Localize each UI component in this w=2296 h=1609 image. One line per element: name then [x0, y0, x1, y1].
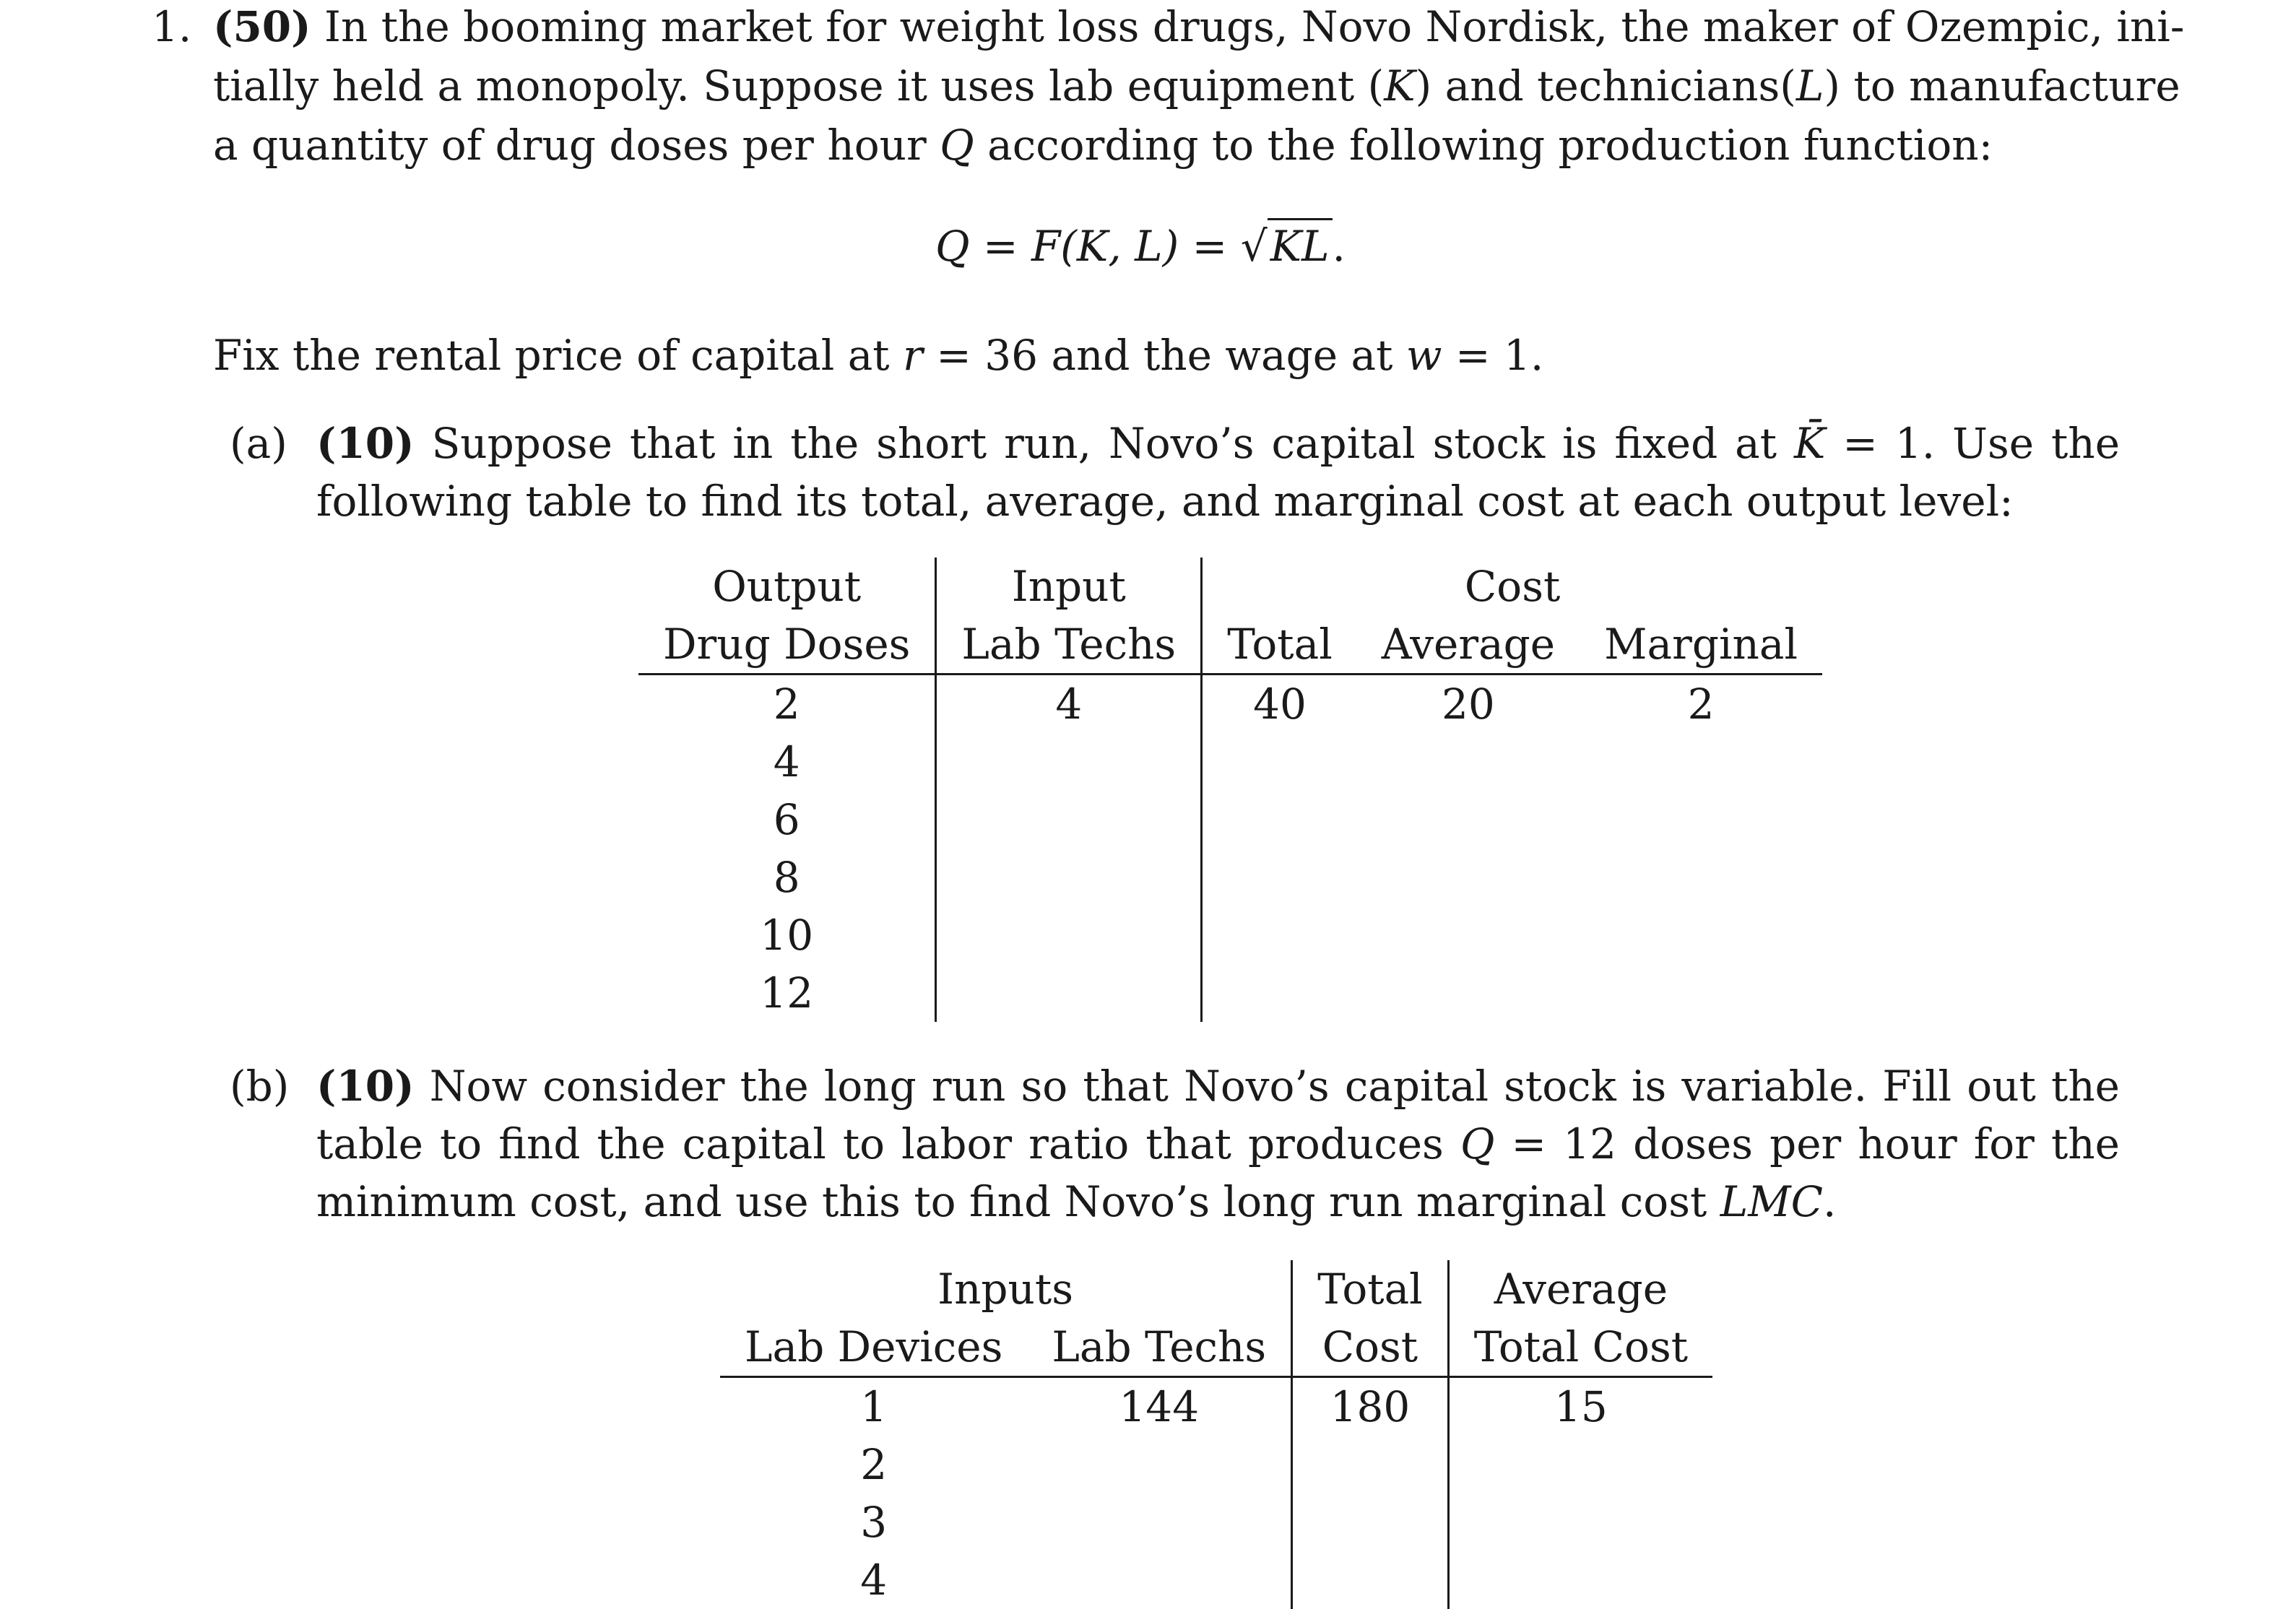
- table-b-header-average: Average: [1448, 1260, 1712, 1318]
- table-row: [638, 675, 1822, 734]
- table-b-col-cost: Cost: [1292, 1318, 1449, 1377]
- table-cell: [1292, 1551, 1449, 1609]
- table-a-col-marginal: Marginal: [1580, 615, 1822, 675]
- table-a-col-average: Average: [1357, 615, 1580, 675]
- table-cell: [1580, 906, 1822, 964]
- table-cell: [1448, 1493, 1712, 1551]
- table-cell: [1357, 791, 1580, 849]
- table-row: [720, 1493, 1712, 1551]
- table-row: [638, 849, 1822, 906]
- table-a-col-lab-techs: Lab Techs: [936, 615, 1202, 675]
- long-run-cost-table: [720, 1260, 1712, 1609]
- table-cell: [1202, 791, 1357, 849]
- table-cell: 2: [860, 1440, 888, 1489]
- table-cell: [1202, 733, 1357, 791]
- table-row: [638, 964, 1822, 1022]
- table-cell: 15: [1448, 1377, 1712, 1436]
- table-cell: 180: [1292, 1377, 1449, 1436]
- table-b-col-total-cost: Total Cost: [1448, 1318, 1712, 1377]
- table-cell: [1202, 964, 1357, 1022]
- table-cell: 12: [760, 968, 814, 1018]
- part-b-line-3: minimum cost, and use this to find Novo’s long run marginal cost LMC.: [316, 1177, 1837, 1226]
- part-a-label: (a): [230, 419, 287, 468]
- part-a-line-2: following table to find its total, average, and marginal cost at each output level:: [316, 477, 2014, 526]
- problem-intro-line-2: tially held a monopoly. Suppose it uses lab equipment (K) and technicians(L) to manufacture: [213, 61, 2180, 110]
- table-b-header-total: Total: [1292, 1260, 1449, 1318]
- table-b-col-lab-techs: Lab Techs: [1027, 1318, 1291, 1377]
- table-a-header-cost: Cost: [1202, 558, 1822, 615]
- short-run-cost-table: [638, 558, 1822, 1022]
- table-cell: 2: [1687, 680, 1715, 729]
- part-b-line-2: table to find the capital to labor ratio that produces Q = 12 doses per hour for the: [316, 1119, 2120, 1168]
- table-cell: 8: [773, 853, 800, 902]
- table-cell: [936, 791, 1202, 849]
- production-function-equation: Q = F(K, L) = √KL.: [935, 225, 1346, 267]
- problem-intro-line-3: a quantity of drug doses per hour Q according to the following production function:: [213, 121, 1993, 170]
- table-cell: [1580, 849, 1822, 906]
- part-b-line-1: (10) Now consider the long run so that Novo’s capital stock is variable. Fill out the: [316, 1062, 2120, 1111]
- table-a-col-drug-doses: Drug Doses: [638, 615, 936, 675]
- table-cell: [1027, 1551, 1291, 1609]
- table-cell: [1357, 733, 1580, 791]
- table-cell: [1580, 733, 1822, 791]
- part-b-label: (b): [230, 1062, 290, 1111]
- table-cell: 3: [860, 1498, 888, 1547]
- problem-number: 1.: [152, 2, 192, 51]
- table-cell: [1027, 1436, 1291, 1493]
- table-row: [638, 791, 1822, 849]
- table-cell: [1027, 1493, 1291, 1551]
- table-cell: [1357, 906, 1580, 964]
- problem-points: (50): [213, 2, 311, 51]
- table-cell: 144: [1119, 1382, 1200, 1431]
- table-cell: [1357, 849, 1580, 906]
- part-b-points: (10): [316, 1062, 415, 1111]
- table-cell: [936, 964, 1202, 1022]
- table-b-header-inputs: Inputs: [937, 1265, 1073, 1314]
- table-cell: [1202, 849, 1357, 906]
- table-row: [720, 1551, 1712, 1609]
- table-row: [638, 906, 1822, 964]
- input-prices-statement: Fix the rental price of capital at r = 36 and the wage at w = 1.: [213, 331, 1544, 380]
- table-cell: [1448, 1436, 1712, 1493]
- table-cell: 2: [773, 680, 800, 729]
- table-cell: 4: [936, 675, 1202, 734]
- problem-intro-line-1: (50) In the booming market for weight loss drugs, Novo Nordisk, the maker of Ozempic, ini-: [213, 2, 2185, 51]
- table-cell: [936, 906, 1202, 964]
- table-cell: 4: [773, 737, 800, 786]
- table-cell: 1: [860, 1382, 888, 1431]
- table-cell: [1580, 964, 1822, 1022]
- table-cell: [1357, 964, 1580, 1022]
- table-cell: [1202, 906, 1357, 964]
- table-row: [720, 1436, 1712, 1493]
- table-cell: [1292, 1493, 1449, 1551]
- table-cell: 10: [760, 911, 814, 960]
- table-a-header-input: Input: [936, 558, 1202, 615]
- table-row: [638, 733, 1822, 791]
- table-cell: 20: [1442, 680, 1495, 729]
- part-a-line-1: (10) Suppose that in the short run, Novo’s capital stock is fixed at K̄ = 1. Use the: [316, 419, 2120, 468]
- table-cell: [1292, 1436, 1449, 1493]
- table-cell: 6: [773, 795, 800, 844]
- table-cell: [1448, 1551, 1712, 1609]
- table-cell: 4: [860, 1556, 888, 1605]
- table-row: [720, 1377, 1712, 1436]
- table-cell: [1580, 791, 1822, 849]
- part-a-points: (10): [316, 419, 415, 468]
- table-cell: [936, 733, 1202, 791]
- table-cell: 40: [1202, 675, 1357, 734]
- table-a-header-output: Output: [712, 562, 862, 611]
- table-a-col-total: Total: [1202, 615, 1357, 675]
- table-cell: [936, 849, 1202, 906]
- table-b-col-lab-devices: Lab Devices: [720, 1318, 1027, 1377]
